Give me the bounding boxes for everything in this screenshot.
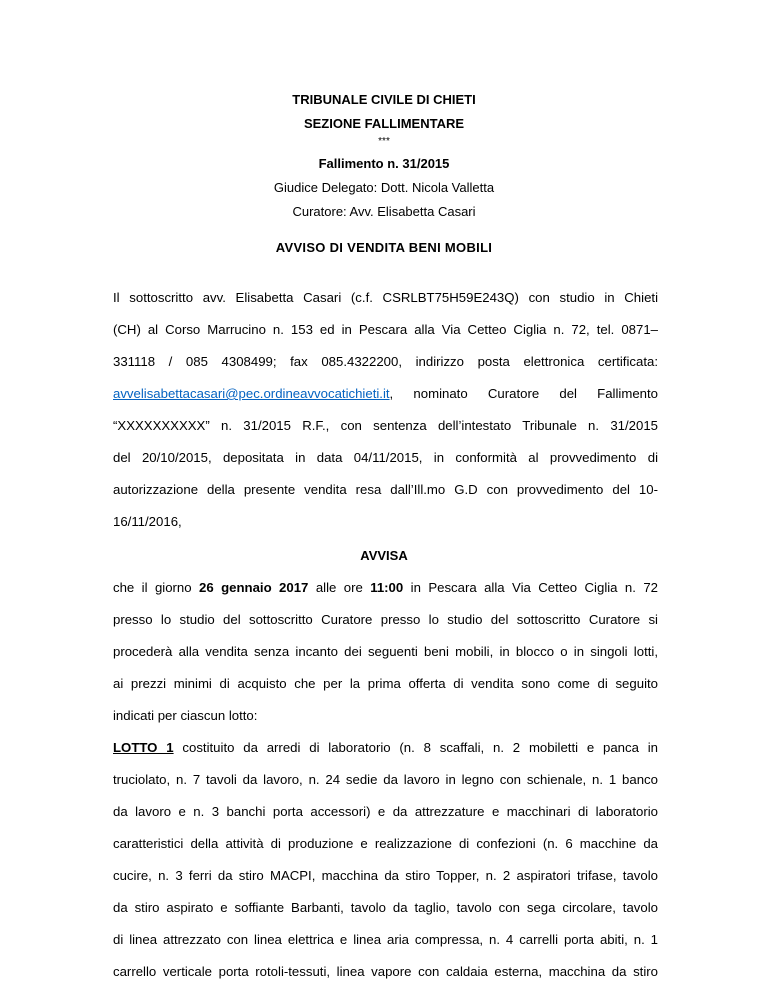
intro-line-1: Il sottoscritto avv. Elisabetta Casari (c.f. CSRLBT75H59E243Q) con studio in Chieti [113, 290, 658, 305]
notice-line-1 [113, 580, 658, 596]
section-heading: SEZIONE FALLIMENTARE [303, 116, 465, 131]
court-heading: TRIBUNALE CIVILE DI CHIETI [292, 92, 476, 107]
intro-line-4-text: , nominato Curatore del Fallimento [389, 386, 658, 401]
case-number: Fallimento n. 31/2015 [318, 156, 450, 171]
notice-line-3: procederà alla vendita senza incanto dei seguenti beni mobili, in blocco o in singoli lotti, [113, 644, 658, 659]
lotto-line-1 [113, 740, 658, 756]
lotto-line-3: da lavoro e n. 3 banchi porta accessori) e da attrezzature e macchinari di laboratorio [113, 804, 658, 819]
lotto-line-4: caratteristici della attività di produzione e realizzazione di confezioni (n. 6 macchine da [113, 836, 658, 851]
lotto-line-7: di linea attrezzato con linea elettrica e linea aria compressa, n. 4 carrelli porta abiti, n. 1 [113, 932, 658, 947]
intro-line-8: 16/11/2016, [113, 514, 182, 529]
sale-date: 26 gennaio 2017 [199, 580, 309, 595]
avvisa-heading: AVVISA [360, 548, 408, 563]
separator-stars: *** [378, 136, 390, 147]
sale-time: 11:00 [370, 580, 404, 595]
lotto-text: costituito da arredi di laboratorio (n. 8 scaffali, n. 2 mobiletti e panca in [173, 740, 658, 755]
curator-line: Curatore: Avv. Elisabetta Casari [292, 204, 476, 219]
intro-line-5: “XXXXXXXXXX” n. 31/2015 R.F., con sentenza dell’intestato Tribunale n. 31/2015 [113, 418, 658, 433]
lotto-label: LOTTO 1 [113, 740, 174, 755]
lotto-line-6: da stiro aspirato e soffiante Barbanti, tavolo da taglio, tavolo con sega circolare, tavolo [113, 900, 658, 915]
notice-text: alle ore [308, 580, 371, 595]
notice-line-2: presso lo studio del sottoscritto Curatore presso lo studio del sottoscritto Curatore si [113, 612, 658, 627]
intro-line-2: (CH) al Corso Marrucino n. 153 ed in Pescara alla Via Cetteo Ciglia n. 72, tel. 0871– [113, 322, 658, 337]
judge-line: Giudice Delegato: Dott. Nicola Valletta [273, 180, 495, 195]
intro-line-4 [113, 386, 658, 402]
lotto-line-8: carrello verticale porta rotoli-tessuti, linea vapore con caldaia esterna, macchina da stiro [113, 964, 658, 979]
lotto-line-5: cucire, n. 3 ferri da stiro MACPI, macchina da stiro Topper, n. 2 aspiratori trifase, tavolo [113, 868, 658, 883]
notice-line-4: ai prezzi minimi di acquisto che per la prima offerta di vendita sono come di seguito [113, 676, 658, 691]
lotto-line-2: truciolato, n. 7 tavoli da lavoro, n. 24 sedie da lavoro in legno con schienale, n. 1 banco [113, 772, 658, 787]
intro-line-7: autorizzazione della presente vendita resa dall’Ill.mo G.D con provvedimento del 10- [113, 482, 658, 497]
intro-line-6: del 20/10/2015, depositata in data 04/11/2015, in conformità al provvedimento di [113, 450, 658, 465]
notice-line-5: indicati per ciascun lotto: [113, 708, 258, 723]
notice-text: che il giorno [113, 580, 200, 595]
document-title: AVVISO DI VENDITA BENI MOBILI [275, 240, 493, 255]
intro-line-3: 331118 / 085 4308499; fax 085.4322200, indirizzo posta elettronica certificata: [113, 354, 658, 369]
notice-text: in Pescara alla Via Cetteo Ciglia n. 72 [403, 580, 658, 595]
pec-email-link[interactable]: avvelisabettacasari@pec.ordineavvocatichieti.it [113, 386, 390, 401]
